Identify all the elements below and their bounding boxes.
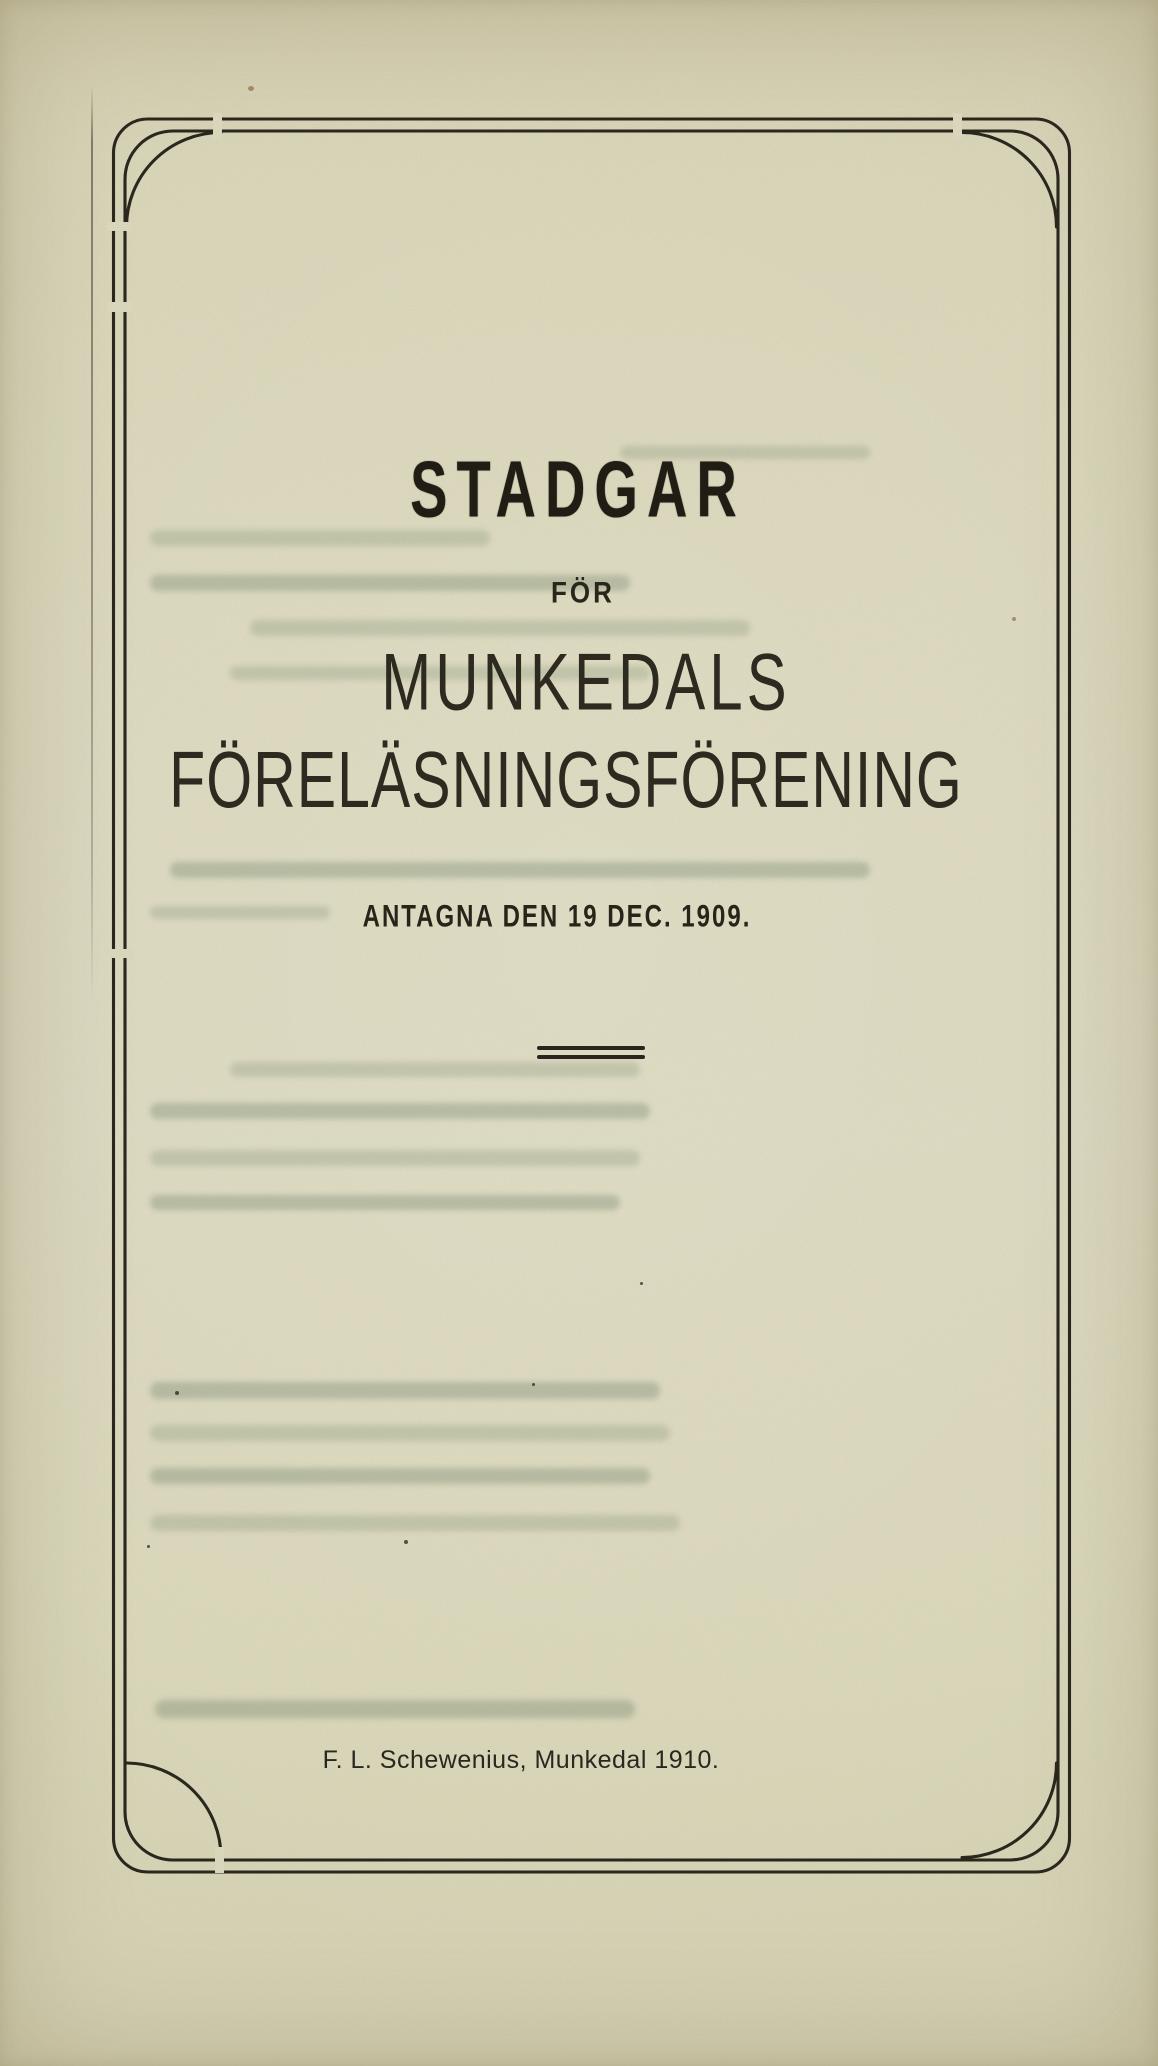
divider-top-rule [537,1046,645,1050]
divider-bottom-rule [537,1055,645,1059]
printer-imprint: F. L. Schewenius, Munkedal 1910. [322,1746,720,1774]
adoption-date-line: ANTAGNA DEN 19 DEC. 1909. [362,899,752,935]
double-rule-divider [537,1046,645,1059]
organization-name-line1: MUNKEDALS [381,636,791,728]
main-title: STADGAR [410,444,746,534]
organization-name-line2: FÖRELÄSNINGSFÖRENING [169,735,963,825]
title-preposition: FÖR [551,574,615,610]
